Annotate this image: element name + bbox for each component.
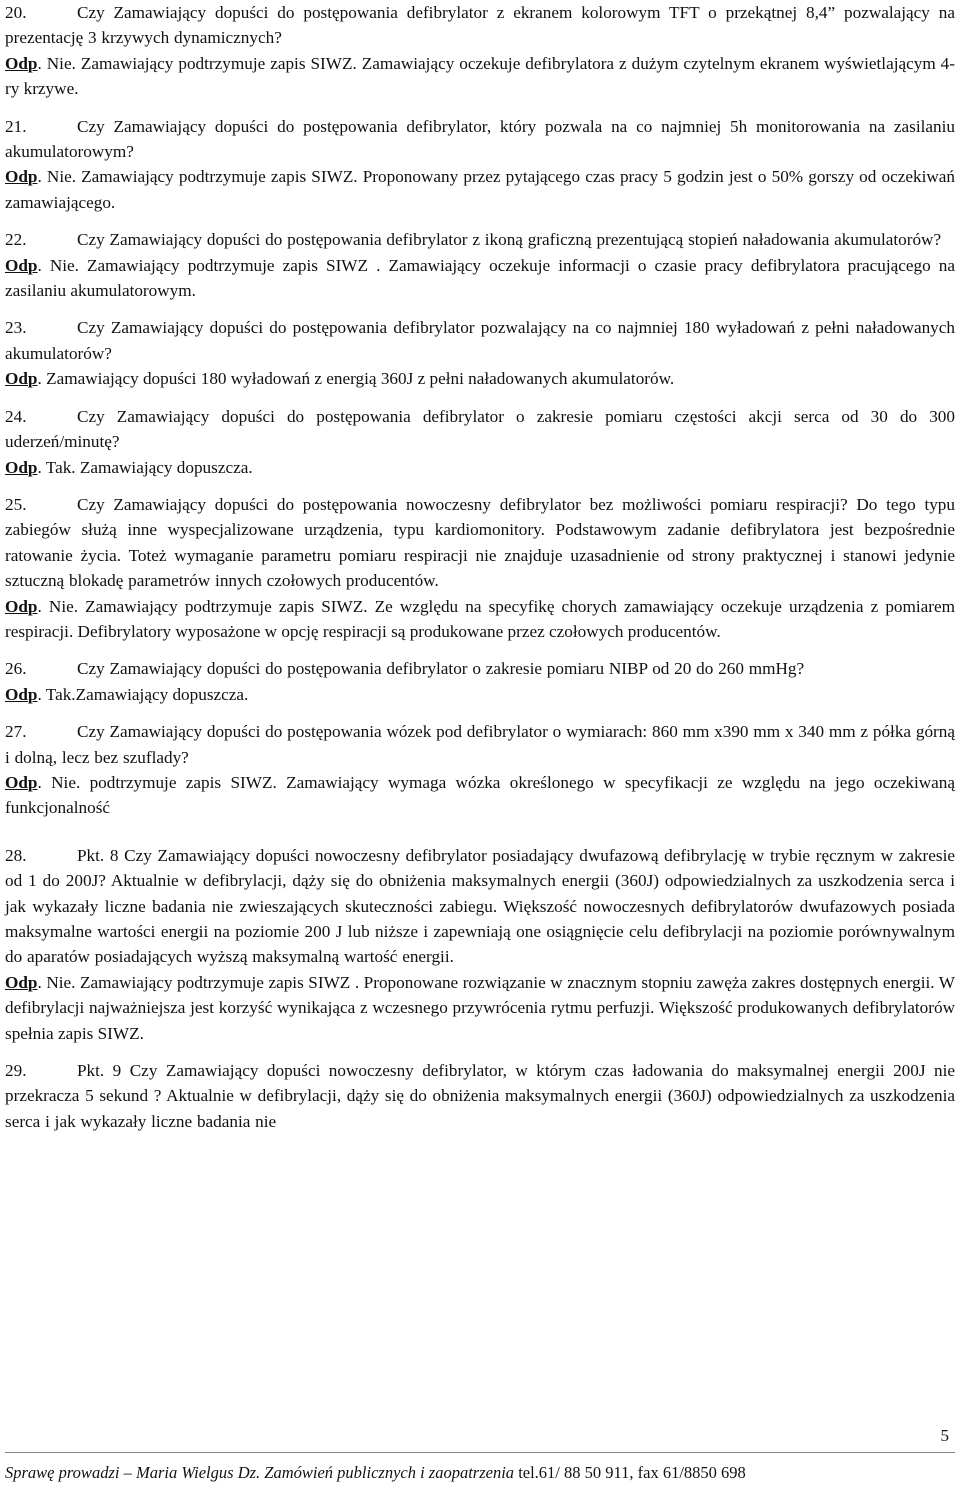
answer-text	[5, 594, 955, 645]
answer-label: Odp	[5, 596, 38, 616]
question-body: Pkt. 8 Czy Zamawiający dopuści nowoczesny defibrylator posiadający dwufazową defibrylację w trybie ręcznym w zakresie od 1 do 200J? Aktualnie w defibrylacji, dąży się do obniżenia maksymalnych energii (360J) odpowiedzialnych za uszkodzenia serca i jak wykazały liczne badania nie zwieszających skuteczności zabiegu. Większość nowoczesnych defibrylatorów dwufazowych posiada maksymalne wartości energii na poziomie 200 J lub niższe i zapewniają one osiągnięcie celu defibrylacji na poziomie porównywalnym do aparatów posiadających wyższą maksymalną wartość energii.	[5, 845, 955, 967]
answer-label: Odp	[5, 684, 38, 704]
question-number: 22.	[5, 230, 27, 250]
question-number: 23.	[5, 318, 27, 338]
question-text	[5, 404, 955, 455]
answer-label: Odp	[5, 369, 38, 389]
question-number: 29.	[5, 1061, 27, 1081]
question-item	[5, 404, 955, 480]
answer-text	[5, 455, 955, 480]
answer-text	[5, 682, 955, 707]
footer-contact: tel.61/ 88 50 911, fax 61/8850 698	[514, 1463, 746, 1482]
footer	[5, 1463, 955, 1483]
question-item	[5, 719, 955, 821]
answer-body: . Tak. Zamawiający dopuszcza.	[37, 457, 253, 477]
answer-body: . Nie. Zamawiający podtrzymuje zapis SIWZ. Proponowany przez pytającego czas pracy 5 godzin jest o 50% gorszy od oczekiwań zamawiającego.	[5, 167, 955, 212]
question-text	[5, 719, 955, 770]
question-item	[5, 1058, 955, 1134]
question-item	[5, 0, 955, 102]
question-number: 20.	[5, 3, 27, 22]
question-body: Czy Zamawiający dopuści do postępowania defibrylator o zakresie pomiaru NIBP od 20 do 260 mmHg?	[77, 659, 805, 679]
page-number: 5	[940, 1426, 949, 1445]
question-body: Czy Zamawiający dopuści do postępowania nowoczesny defibrylator bez możliwości pomiaru respiracji? Do tego typu zabiegów służą inne wyspecjalizowane urządzenia, typu kardiomonitory. Podstawowym zadanie defibrylatora jest bezpośrednie ratowanie życia. Toteż wymaganie parametru pomiaru respiracji nie znajduje uzasadnienie od strony praktycznej i stanowi jedynie sztuczną blokadę parametrów innych czołowych producentów.	[5, 494, 955, 591]
question-text	[5, 0, 955, 51]
question-item	[5, 114, 955, 216]
question-number: 28.	[5, 845, 27, 865]
document-page	[5, 0, 955, 1489]
answer-body: . Nie. podtrzymuje zapis SIWZ. Zamawiający wymaga wózka określonego w specyfikacji ze względu na jego oczekiwaną funkcjonalność	[5, 772, 955, 818]
question-item	[5, 315, 955, 391]
question-number: 26.	[5, 659, 27, 679]
answer-label: Odp	[5, 255, 38, 275]
question-text	[5, 492, 955, 594]
answer-label: Odp	[5, 53, 38, 73]
answer-text	[5, 970, 955, 1046]
question-text	[5, 114, 955, 165]
question-body: Czy Zamawiający dopuści do postępowania defibrylator o zakresie pomiaru częstości akcji serca od 30 do 300 uderzeń/minutę?	[5, 406, 955, 452]
question-item	[5, 843, 955, 1046]
question-list	[5, 0, 955, 1134]
question-text	[5, 227, 955, 252]
answer-body: . Tak.Zamawiający dopuszcza.	[37, 684, 249, 704]
answer-body: . Nie. Zamawiający podtrzymuje zapis SIWZ. Zamawiający oczekuje defibrylatora z dużym czytelnym ekranem wyświetlającym 4-ry krzywe.	[5, 53, 955, 99]
answer-text	[5, 253, 955, 304]
answer-label: Odp	[5, 167, 38, 187]
question-text	[5, 656, 955, 681]
answer-text	[5, 164, 955, 215]
question-body: Czy Zamawiający dopuści do postępowania defibrylator, który pozwala na co najmniej 5h monitorowania na zasilaniu akumulatorowym?	[5, 116, 955, 162]
answer-label: Odp	[5, 972, 38, 992]
question-number: 24.	[5, 406, 27, 426]
answer-text	[5, 51, 955, 102]
answer-body: . Zamawiający dopuści 180 wyładowań z energią 360J z pełni naładowanych akumulatorów.	[37, 369, 675, 389]
question-text	[5, 1058, 955, 1134]
answer-label: Odp	[5, 457, 38, 477]
question-number: 25.	[5, 494, 27, 514]
question-body: Czy Zamawiający dopuści do postępowania wózek pod defibrylator o wymiarach: 860 mm x390 mm x 340 mm z półka górną i dolną, lecz bez szuflady?	[5, 722, 955, 767]
question-number: 27.	[5, 722, 27, 742]
answer-body: . Nie. Zamawiający podtrzymuje zapis SIWZ . Proponowane rozwiązanie w znacznym stopniu zawęża zakres dostępnych energii. W defibrylacji najważniejsza jest korzyść wynikająca z wczesnego przywrócenia rytmu perfuzji. Większość produkowanych defibrylatorów spełnia zapis SIWZ.	[5, 972, 955, 1043]
answer-label: Odp	[5, 772, 38, 792]
footer-divider	[5, 1452, 955, 1453]
answer-text	[5, 770, 955, 821]
question-body: Czy Zamawiający dopuści do postępowania defibrylator z ekranem kolorowym TFT o przekątnej 8,4” pozwalający na prezentację 3 krzywych dynamicznych?	[5, 3, 955, 48]
answer-body: . Nie. Zamawiający podtrzymuje zapis SIWZ. Ze względu na specyfikę chorych zamawiający oczekuje urządzenia z pomiarem respiracji. Defibrylatory wyposażone w opcję respiracji są produkowane przez czołowych producentów.	[5, 596, 955, 641]
question-item	[5, 656, 955, 707]
question-body: Czy Zamawiający dopuści do postępowania defibrylator pozwalający na co najmniej 180 wyładowań z pełni naładowanych akumulatorów?	[5, 318, 955, 363]
question-body: Pkt. 9 Czy Zamawiający dopuści nowoczesny defibrylator, w którym czas ładowania do maksymalnej energii 200J nie przekracza 5 sekund ? Aktualnie w defibrylacji, dąży się do obniżenia maksymalnych energii (360J) odpowiedzialnych za uszkodzenia serca i jak wykazały liczne badania nie	[5, 1061, 955, 1131]
answer-body: . Nie. Zamawiający podtrzymuje zapis SIWZ . Zamawiający oczekuje informacji o czasie pracy defibrylatora pracującego na zasilaniu akumulatorowym.	[5, 255, 955, 301]
question-item	[5, 227, 955, 303]
question-text	[5, 315, 955, 366]
question-body: Czy Zamawiający dopuści do postępowania defibrylator z ikoną graficzną prezentującą stopień naładowania akumulatorów?	[77, 230, 942, 250]
question-number: 21.	[5, 116, 27, 136]
footer-author: Sprawę prowadzi – Maria Wielgus Dz. Zamówień publicznych i zaopatrzenia	[5, 1463, 515, 1482]
question-item	[5, 492, 955, 644]
question-text	[5, 843, 955, 970]
answer-text	[5, 366, 955, 391]
